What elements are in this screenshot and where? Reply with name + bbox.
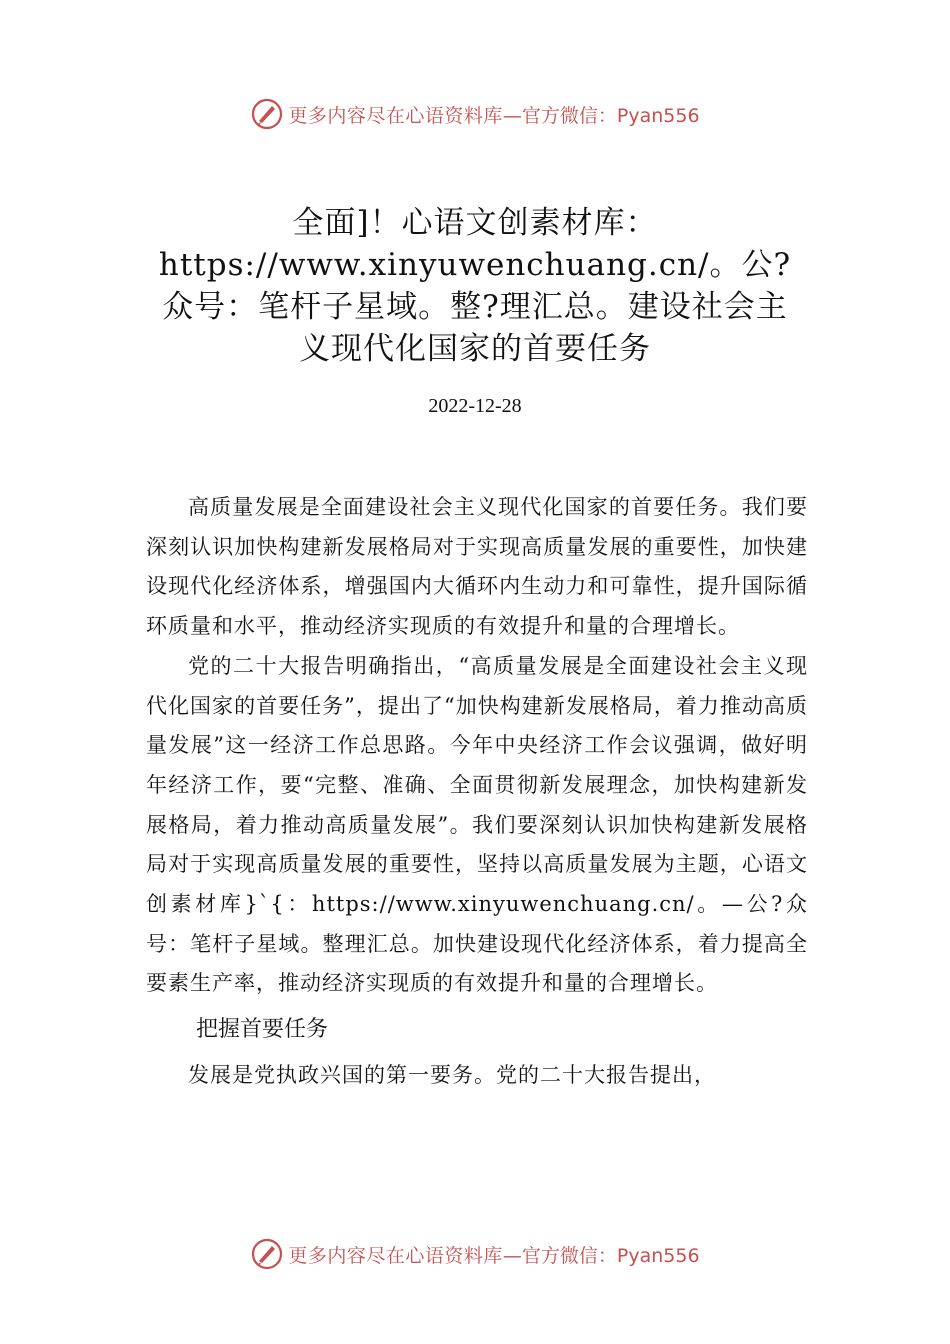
document-date: 2022-12-28: [428, 395, 522, 417]
brush-logo-icon: [250, 97, 284, 131]
header-banner-brand: 更多内容尽在心语资料库: [288, 104, 503, 127]
body-paragraph-1: 高质量发展是全面建设社会主义现代化国家的首要任务。我们要深刻认识加快构建新发展格局对于实现高质量发展的重要性，加快建设现代化经济体系，增强国内大循环内生动力和可靠性，提升国际循环质量和水平，推动经济实现质的有效提升和量的合理增长。: [146, 495, 808, 639]
footer-banner: [0, 1232, 950, 1276]
brush-logo-icon: [250, 1237, 284, 1271]
header-banner-wechat: —官方微信：Pyan556: [502, 104, 700, 127]
header-banner: [0, 92, 950, 136]
section-heading: 把握首要任务: [196, 1017, 329, 1043]
document-body: [146, 488, 808, 1096]
document-title: 全面]！心语文创素材库：https://www.xinyuwenchuang.cn/。公?众号：笔杆子星域。整?理汇总。建设社会主义现代化国家的首要任务: [158, 205, 792, 367]
body-paragraph-2: 党的二十大报告明确指出，“高质量发展是全面建设社会主义现代化国家的首要任务”，提出了“加快构建新发展格局，着力推动高质量发展”这一经济工作总思路。今年中央经济工作会议强调，做好明年经济工作，要“完整、准确、全面贯彻新发展理念，加快构建新发展格局，着力推动高质量发展”。我们要深刻认识加快构建新发展格局对于实现高质量发展的重要性，坚持以高质量发展为主题，心语文创素材库}`{：https://www.xinyuwenchuang.cn/。—公?众号：笔杆子星域。整理汇总。加快建设现代化经济体系，着力提高全要素生产率，推动经济实现质的有效提升和量的合理增长。: [146, 653, 808, 996]
footer-banner-brand: 更多内容尽在心语资料库: [288, 1244, 503, 1267]
footer-banner-wechat: —官方微信：Pyan556: [502, 1244, 700, 1267]
body-paragraph-3: 发展是党执政兴国的第一要务。党的二十大报告提出，: [188, 1063, 716, 1088]
